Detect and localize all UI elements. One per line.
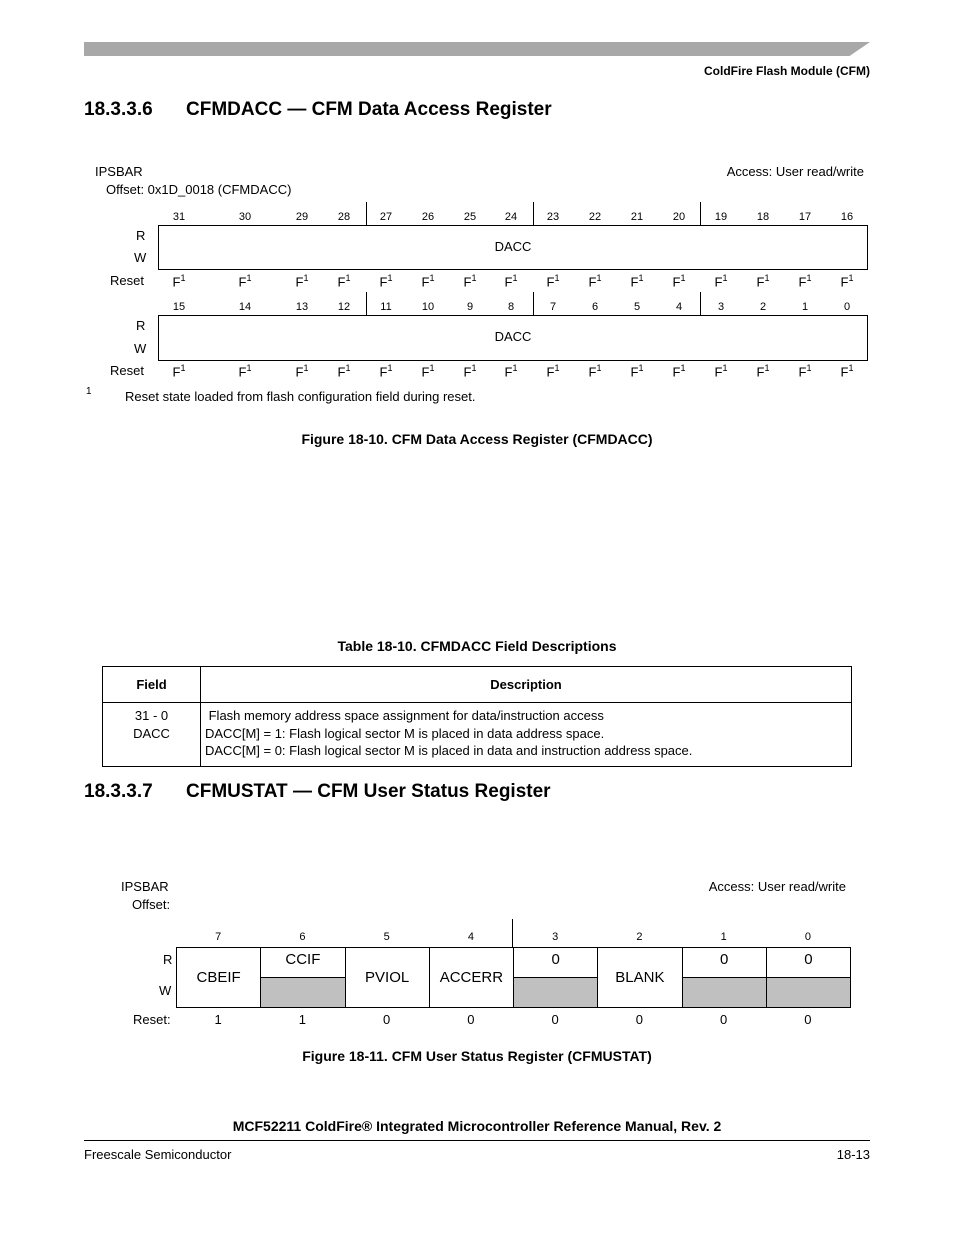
reset-value-text: F	[672, 274, 681, 290]
manual-title: MCF52211 ColdFire® Integrated Microcontroller Reference Manual, Rev. 2	[232, 1118, 722, 1134]
bit-number: 7	[215, 931, 222, 943]
reset-value-text: F	[546, 274, 555, 290]
row-label-w: W	[159, 983, 172, 998]
reset-value	[158, 273, 200, 289]
bit-number-low: 0	[843, 301, 851, 313]
footnote-ref: 1	[387, 363, 393, 373]
section-number-cfmustat: 18.3.3.7	[84, 781, 153, 802]
field-label: CCIF	[285, 951, 321, 968]
figure-caption-cfmustat: Figure 18-11. CFM User Status Register (CFMUSTAT)	[302, 1048, 652, 1064]
bit-number-high: 29	[295, 211, 309, 223]
reset-value	[281, 273, 323, 289]
footnote-ref: 1	[180, 273, 186, 283]
footnote-ref: 1	[680, 273, 686, 283]
reserved-write-cell	[513, 977, 598, 1008]
reset-value-text: F	[756, 274, 765, 290]
description-line: DACC[M] = 1: Flash logical sector M is placed in data address space.	[205, 725, 605, 741]
reset-value	[365, 273, 407, 289]
reset-value: 1	[298, 1012, 306, 1027]
footnote-ref: 1	[554, 363, 560, 373]
reset-value: 0	[635, 1012, 643, 1027]
footer-rule	[84, 1140, 870, 1141]
reset-value	[742, 363, 784, 379]
reset-value-text: F	[421, 364, 430, 380]
field-label: 0	[719, 951, 729, 968]
reset-value	[407, 363, 449, 379]
reset-value-text: F	[337, 364, 346, 380]
reset-value	[658, 363, 700, 379]
reset-value	[490, 363, 532, 379]
bit-number-low: 9	[466, 301, 474, 313]
bit-number-low: 13	[295, 301, 309, 313]
reset-value	[323, 363, 365, 379]
reset-value-text: F	[295, 274, 304, 290]
bit-number-low: 1	[801, 301, 809, 313]
reset-value-text: F	[379, 274, 388, 290]
footnote-ref: 1	[471, 273, 477, 283]
reserved-write-cell	[260, 977, 345, 1008]
section-title-cfmdacc: CFMDACC — CFM Data Access Register	[186, 99, 552, 120]
row-label-w: W	[134, 341, 147, 356]
reset-value-text: F	[840, 274, 849, 290]
reset-value-text: F	[238, 364, 247, 380]
reset-value-text: F	[798, 274, 807, 290]
footnote-ref: 1	[638, 273, 644, 283]
reset-value-text: F	[379, 364, 388, 380]
field-0	[682, 947, 767, 978]
bit-number-high: 16	[840, 211, 854, 223]
field-label: BLANK	[615, 969, 665, 986]
offset-label: Offset: 0x1D_0018 (CFMDACC)	[106, 182, 292, 197]
bit-number-low: 11	[380, 301, 392, 313]
field-label: CBEIF	[196, 969, 241, 986]
header-bar	[84, 42, 870, 56]
reset-value	[616, 363, 658, 379]
bit-number-high: 18	[756, 211, 770, 223]
bit-number-low: 2	[759, 301, 767, 313]
reset-value-text: F	[714, 364, 723, 380]
row-label-r: R	[136, 318, 146, 333]
field-label: 0	[551, 951, 560, 968]
page-number: 18-13	[836, 1147, 870, 1162]
reset-value-text: F	[630, 364, 639, 380]
ipsbar-label: IPSBAR	[95, 164, 143, 179]
reset-value-text: F	[504, 364, 513, 380]
reset-value: 0	[383, 1012, 391, 1027]
reset-value	[281, 363, 323, 379]
footnote-mark: 1	[86, 386, 92, 397]
bit-number-high: 21	[630, 211, 644, 223]
field-accerr	[429, 947, 514, 1008]
footnote-ref: 1	[180, 363, 186, 373]
reset-value-text: F	[714, 274, 723, 290]
reset-value-text: F	[172, 274, 181, 290]
footnote-ref: 1	[345, 273, 351, 283]
reset-value	[407, 273, 449, 289]
field-0	[513, 947, 598, 978]
footnote-ref: 1	[429, 363, 435, 373]
access-label: Access: User read/write	[708, 879, 846, 894]
footnote-text: Reset state loaded from flash configuration field during reset.	[125, 389, 476, 404]
reset-value-text: F	[463, 274, 472, 290]
reserved-write-cell	[682, 977, 767, 1008]
reset-value-text: F	[504, 274, 513, 290]
reset-value: 0	[467, 1012, 475, 1027]
footnote-ref: 1	[387, 273, 393, 283]
bit-number-high: 25	[463, 211, 477, 223]
row-label-w: W	[134, 250, 147, 265]
column-header-field: Field	[103, 667, 201, 703]
field-label: ACCERR	[439, 969, 504, 986]
reset-value-text: F	[421, 274, 430, 290]
reset-value	[784, 363, 826, 379]
reset-value	[532, 363, 574, 379]
reset-value: 0	[551, 1012, 559, 1027]
reset-value	[574, 273, 616, 289]
bit-number-high: 20	[672, 211, 686, 223]
reset-value	[490, 273, 532, 289]
reset-value-text: F	[630, 274, 639, 290]
row-label-r: R	[163, 952, 173, 967]
row-label-reset: Reset	[110, 363, 144, 378]
bit-number-low: 5	[633, 301, 641, 313]
reset-value: 0	[804, 1012, 812, 1027]
running-title: ColdFire Flash Module (CFM)	[704, 64, 870, 78]
footnote-ref: 1	[246, 363, 252, 373]
footnote-ref: 1	[638, 363, 644, 373]
footnote-ref: 1	[345, 363, 351, 373]
footnote-ref: 1	[806, 273, 812, 283]
reset-value	[365, 363, 407, 379]
description-cell	[201, 703, 852, 767]
bit-number-low: 10	[421, 301, 435, 313]
bit-number: 5	[383, 931, 390, 943]
reset-value: 0	[720, 1012, 728, 1027]
footnote-ref: 1	[303, 363, 309, 373]
field-cbeif	[176, 947, 261, 1008]
field-bits: 31 - 0	[134, 708, 169, 723]
publisher: Freescale Semiconductor	[84, 1147, 232, 1162]
reset-value: 1	[214, 1012, 222, 1027]
footnote-ref: 1	[303, 273, 309, 283]
reset-value-text: F	[172, 364, 181, 380]
bit-number: 0	[804, 931, 811, 943]
footnote-ref: 1	[554, 273, 560, 283]
bit-number: 2	[636, 931, 643, 943]
table-caption: Table 18-10. CFMDACC Field Descriptions	[337, 638, 617, 654]
reset-value-text: F	[337, 274, 346, 290]
reset-value-text: F	[756, 364, 765, 380]
field-label: PVIOL	[365, 969, 410, 986]
reset-value	[616, 273, 658, 289]
reset-value	[700, 363, 742, 379]
bit-number-low: 12	[337, 301, 351, 313]
reset-value	[449, 273, 491, 289]
footnote-ref: 1	[512, 273, 518, 283]
footnote-ref: 1	[596, 363, 602, 373]
bit-number-low: 14	[238, 301, 252, 313]
nibble-tick	[512, 919, 513, 947]
bit-number-low: 3	[717, 301, 725, 313]
reset-value	[224, 273, 266, 289]
ipsbar-label: IPSBAR	[121, 879, 169, 894]
reset-value	[574, 363, 616, 379]
reset-value-text: F	[463, 364, 472, 380]
reset-value	[323, 273, 365, 289]
reset-value	[826, 273, 868, 289]
field-blank	[597, 947, 682, 1008]
bit-number: 4	[467, 931, 474, 943]
table-header-row	[103, 667, 852, 703]
field-pviol	[345, 947, 430, 1008]
bit-number-high: 28	[337, 211, 351, 223]
row-label-reset: Reset	[110, 273, 144, 288]
description-line: Flash memory address space assignment for data/instruction access	[205, 708, 604, 723]
footnote-ref: 1	[806, 363, 812, 373]
footnote-ref: 1	[764, 273, 770, 283]
footnote-ref: 1	[722, 363, 728, 373]
row-label-r: R	[136, 228, 146, 243]
reset-value-text: F	[798, 364, 807, 380]
dacc-low-field-name: DACC	[494, 329, 532, 344]
bit-number: 1	[720, 931, 727, 943]
footnote-ref: 1	[596, 273, 602, 283]
bit-number-low: 7	[549, 301, 557, 313]
column-header-description: Description	[201, 667, 852, 703]
reset-value-text: F	[588, 274, 597, 290]
field-cell	[103, 703, 201, 767]
reset-value	[224, 363, 266, 379]
footnote-ref: 1	[512, 363, 518, 373]
bit-number-low: 6	[591, 301, 599, 313]
section-title-cfmustat: CFMUSTAT — CFM User Status Register	[186, 781, 551, 802]
reset-value	[742, 273, 784, 289]
footnote-ref: 1	[722, 273, 728, 283]
offset-label: Offset:	[132, 897, 171, 912]
bit-number-high: 19	[714, 211, 728, 223]
reset-value-text: F	[588, 364, 597, 380]
bit-number-high: 30	[238, 211, 252, 223]
reset-value-text: F	[295, 364, 304, 380]
footnote-ref: 1	[848, 363, 854, 373]
bit-number-low: 15	[172, 301, 186, 313]
footnote-ref: 1	[848, 273, 854, 283]
reset-value	[532, 273, 574, 289]
footnote-ref: 1	[680, 363, 686, 373]
bit-number-high: 27	[379, 211, 393, 223]
field-0	[766, 947, 851, 978]
bit-number-high: 23	[546, 211, 560, 223]
bit-number-low: 8	[507, 301, 515, 313]
section-number-cfmdacc: 18.3.3.6	[84, 99, 153, 120]
reset-value	[658, 273, 700, 289]
description-line: DACC[M] = 0: Flash logical sector M is placed in data and instruction address space.	[205, 743, 693, 758]
footnote-ref: 1	[764, 363, 770, 373]
reset-value-text: F	[238, 274, 247, 290]
field-description-table	[102, 666, 852, 767]
bit-number: 3	[552, 931, 559, 943]
bit-number: 6	[299, 931, 306, 943]
dacc-high-field-name: DACC	[494, 239, 532, 254]
field-ccif	[260, 947, 345, 978]
reset-value-text: F	[672, 364, 681, 380]
footnote-ref: 1	[429, 273, 435, 283]
access-label: Access: User read/write	[726, 164, 864, 179]
reset-value	[700, 273, 742, 289]
bit-number-high: 17	[798, 211, 812, 223]
row-label-reset: Reset:	[133, 1012, 171, 1027]
reserved-write-cell	[766, 977, 851, 1008]
reset-value	[784, 273, 826, 289]
field-label: 0	[804, 951, 813, 968]
bit-number-high: 24	[504, 211, 518, 223]
table-row	[103, 703, 852, 767]
bit-number-high: 22	[588, 211, 602, 223]
footnote-ref: 1	[471, 363, 477, 373]
reset-value	[826, 363, 868, 379]
bit-number-high: 31	[172, 211, 186, 223]
reset-value	[158, 363, 200, 379]
bit-number-low: 4	[675, 301, 683, 313]
bit-number-high: 26	[421, 211, 435, 223]
reset-value-text: F	[840, 364, 849, 380]
reset-value	[449, 363, 491, 379]
footnote-ref: 1	[246, 273, 252, 283]
figure-caption-cfmdacc: Figure 18-10. CFM Data Access Register (CFMDACC)	[301, 431, 653, 447]
field-name: DACC	[133, 725, 170, 741]
reset-value-text: F	[546, 364, 555, 380]
